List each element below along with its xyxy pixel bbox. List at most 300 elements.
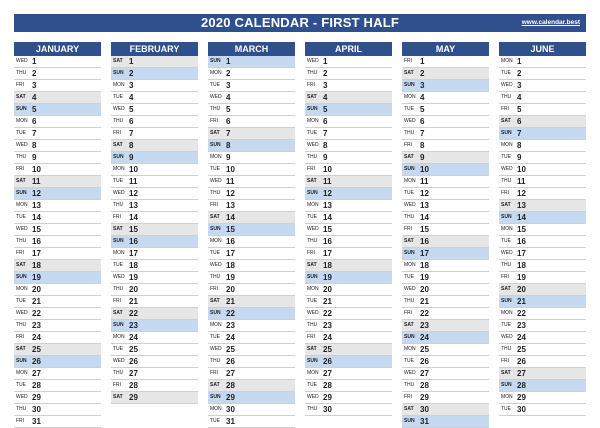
weekday-label: WED <box>113 106 125 112</box>
weekday-label: SAT <box>501 286 511 292</box>
weekday-label: SAT <box>307 262 317 268</box>
day-row <box>14 344 101 356</box>
weekday-label: FRI <box>404 226 413 232</box>
day-number: 15 <box>129 225 138 234</box>
day-row <box>305 296 392 308</box>
weekday-label: SAT <box>404 238 414 244</box>
day-number: 24 <box>129 333 138 342</box>
weekday-label: SAT <box>113 226 123 232</box>
day-row <box>402 272 489 284</box>
weekday-label: WED <box>16 226 28 232</box>
weekday-label: THU <box>307 406 318 412</box>
day-row <box>499 260 586 272</box>
day-number: 9 <box>420 153 425 162</box>
weekday-label: TUE <box>210 418 220 424</box>
weekday-label: TUE <box>307 130 317 136</box>
day-number: 20 <box>517 285 526 294</box>
day-row <box>305 380 392 392</box>
day-row <box>14 416 101 428</box>
weekday-label: SUN <box>404 82 415 88</box>
day-row <box>402 200 489 212</box>
weekday-label: FRI <box>501 358 510 364</box>
day-row <box>111 320 198 332</box>
weekday-label: SAT <box>210 382 220 388</box>
months-grid <box>14 42 586 426</box>
day-number: 7 <box>323 129 328 138</box>
weekday-label: SAT <box>210 214 220 220</box>
month-header: JANUARY <box>14 42 101 56</box>
weekday-label: SAT <box>113 394 123 400</box>
day-row <box>499 272 586 284</box>
weekday-label: SAT <box>210 130 220 136</box>
day-number: 19 <box>129 273 138 282</box>
day-row <box>14 296 101 308</box>
weekday-label: FRI <box>113 130 122 136</box>
day-row <box>402 356 489 368</box>
day-row <box>111 248 198 260</box>
day-row <box>305 284 392 296</box>
site-link[interactable]: www.calendar.best <box>521 19 580 26</box>
day-number: 29 <box>517 393 526 402</box>
day-row <box>305 404 392 416</box>
day-row <box>499 152 586 164</box>
weekday-label: WED <box>404 118 416 124</box>
day-number: 25 <box>323 345 332 354</box>
weekday-label: SAT <box>16 94 26 100</box>
weekday-label: MON <box>501 226 513 232</box>
weekday-label: TUE <box>113 94 123 100</box>
weekday-label: SUN <box>501 298 512 304</box>
weekday-label: SAT <box>113 142 123 148</box>
day-number: 24 <box>517 333 526 342</box>
weekday-label: SUN <box>210 142 221 148</box>
weekday-label: SUN <box>113 322 124 328</box>
day-row <box>402 80 489 92</box>
weekday-label: THU <box>16 238 27 244</box>
weekday-label: SUN <box>501 130 512 136</box>
weekday-label: THU <box>113 286 124 292</box>
day-row <box>305 248 392 260</box>
day-number: 30 <box>323 405 332 414</box>
weekday-label: SAT <box>307 94 317 100</box>
day-number: 14 <box>129 213 138 222</box>
day-number: 14 <box>226 213 235 222</box>
day-number: 26 <box>420 357 429 366</box>
day-number: 12 <box>129 189 138 198</box>
day-row <box>402 104 489 116</box>
day-number: 29 <box>32 393 41 402</box>
day-row <box>499 164 586 176</box>
weekday-label: FRI <box>501 274 510 280</box>
weekday-label: FRI <box>210 286 219 292</box>
weekday-label: TUE <box>210 250 220 256</box>
day-number: 6 <box>32 117 37 126</box>
day-row <box>499 380 586 392</box>
day-row <box>402 164 489 176</box>
weekday-label: FRI <box>113 382 122 388</box>
weekday-label: WED <box>210 178 222 184</box>
weekday-label: THU <box>210 274 221 280</box>
day-row <box>402 212 489 224</box>
day-number: 21 <box>226 297 235 306</box>
day-row <box>305 368 392 380</box>
day-row <box>402 236 489 248</box>
day-number: 27 <box>323 369 332 378</box>
day-number: 25 <box>517 345 526 354</box>
day-row <box>499 392 586 404</box>
weekday-label: MON <box>307 118 319 124</box>
weekday-label: SAT <box>16 178 26 184</box>
day-number: 10 <box>129 165 138 174</box>
weekday-label: SAT <box>16 262 26 268</box>
day-number: 24 <box>420 333 429 342</box>
day-number: 11 <box>32 177 41 186</box>
weekday-label: WED <box>16 310 28 316</box>
weekday-label: THU <box>307 154 318 160</box>
day-row <box>305 392 392 404</box>
day-row <box>14 212 101 224</box>
day-row <box>208 380 295 392</box>
day-row <box>499 140 586 152</box>
weekday-label: TUE <box>307 382 317 388</box>
month-may <box>402 42 489 428</box>
day-number: 13 <box>517 201 526 210</box>
weekday-label: TUE <box>501 406 511 412</box>
day-row <box>402 116 489 128</box>
day-number: 31 <box>226 417 235 426</box>
weekday-label: SAT <box>307 346 317 352</box>
day-row <box>14 56 101 68</box>
day-row <box>305 356 392 368</box>
day-number: 25 <box>32 345 41 354</box>
day-number: 26 <box>129 357 138 366</box>
day-number: 14 <box>323 213 332 222</box>
day-number: 21 <box>420 297 429 306</box>
day-number: 11 <box>226 177 235 186</box>
day-number: 1 <box>517 57 522 66</box>
weekday-label: FRI <box>307 166 316 172</box>
day-number: 5 <box>129 105 134 114</box>
page-title: 2020 CALENDAR - FIRST HALF <box>200 15 400 30</box>
day-number: 2 <box>32 69 37 78</box>
day-number: 23 <box>420 321 429 330</box>
weekday-label: MON <box>501 58 513 64</box>
day-number: 19 <box>517 273 526 282</box>
day-row <box>208 92 295 104</box>
day-row <box>111 296 198 308</box>
day-row <box>499 356 586 368</box>
weekday-label: MON <box>501 394 513 400</box>
day-row <box>208 284 295 296</box>
day-number: 4 <box>226 93 231 102</box>
day-row <box>208 212 295 224</box>
weekday-label: MON <box>113 82 125 88</box>
weekday-label: TUE <box>210 166 220 172</box>
weekday-label: SUN <box>307 190 318 196</box>
day-row <box>111 188 198 200</box>
day-row <box>402 308 489 320</box>
weekday-label: SUN <box>16 274 27 280</box>
day-row <box>402 332 489 344</box>
day-number: 17 <box>420 249 429 258</box>
day-row <box>402 260 489 272</box>
day-number: 16 <box>323 237 332 246</box>
day-number: 11 <box>420 177 429 186</box>
weekday-label: SAT <box>501 370 511 376</box>
month-february <box>111 42 198 404</box>
day-row <box>14 140 101 152</box>
month-header: FEBRUARY <box>111 42 198 56</box>
day-number: 26 <box>517 357 526 366</box>
day-number: 9 <box>517 153 522 162</box>
day-row <box>305 236 392 248</box>
weekday-label: TUE <box>16 298 26 304</box>
day-row <box>305 272 392 284</box>
day-number: 8 <box>226 141 231 150</box>
day-number: 28 <box>323 381 332 390</box>
month-header: MARCH <box>208 42 295 56</box>
day-number: 21 <box>32 297 41 306</box>
day-row <box>111 344 198 356</box>
weekday-label: MON <box>501 142 513 148</box>
day-number: 9 <box>129 153 134 162</box>
day-row <box>111 284 198 296</box>
weekday-label: MON <box>210 154 222 160</box>
day-number: 16 <box>129 237 138 246</box>
day-number: 31 <box>32 417 41 426</box>
day-number: 2 <box>517 69 522 78</box>
weekday-label: WED <box>16 394 28 400</box>
day-number: 14 <box>32 213 41 222</box>
day-row <box>305 176 392 188</box>
day-row <box>14 176 101 188</box>
day-row <box>305 344 392 356</box>
day-number: 21 <box>517 297 526 306</box>
day-number: 1 <box>323 57 328 66</box>
day-number: 27 <box>420 369 429 378</box>
day-row <box>499 284 586 296</box>
day-number: 29 <box>323 393 332 402</box>
weekday-label: WED <box>307 310 319 316</box>
weekday-label: MON <box>210 322 222 328</box>
day-number: 8 <box>129 141 134 150</box>
day-row <box>208 260 295 272</box>
day-number: 11 <box>129 177 138 186</box>
day-row <box>111 200 198 212</box>
day-number: 3 <box>129 81 134 90</box>
day-number: 23 <box>323 321 332 330</box>
day-row <box>499 248 586 260</box>
weekday-label: WED <box>307 226 319 232</box>
day-number: 24 <box>323 333 332 342</box>
day-number: 8 <box>323 141 328 150</box>
day-row <box>305 152 392 164</box>
day-row <box>402 92 489 104</box>
day-row <box>208 272 295 284</box>
weekday-label: THU <box>501 346 512 352</box>
weekday-label: TUE <box>501 238 511 244</box>
day-number: 3 <box>420 81 425 90</box>
month-april <box>305 42 392 416</box>
day-row <box>305 260 392 272</box>
weekday-label: THU <box>404 382 415 388</box>
day-row <box>402 344 489 356</box>
day-row <box>305 68 392 80</box>
weekday-label: THU <box>501 178 512 184</box>
weekday-label: TUE <box>404 358 414 364</box>
day-row <box>111 56 198 68</box>
day-row <box>499 68 586 80</box>
day-number: 14 <box>420 213 429 222</box>
day-row <box>208 236 295 248</box>
day-row <box>499 236 586 248</box>
day-row <box>14 320 101 332</box>
day-row <box>499 128 586 140</box>
day-number: 6 <box>517 117 522 126</box>
day-row <box>499 92 586 104</box>
weekday-label: FRI <box>307 82 316 88</box>
weekday-label: TUE <box>404 106 414 112</box>
weekday-label: THU <box>404 130 415 136</box>
weekday-label: SAT <box>404 154 414 160</box>
weekday-label: SAT <box>404 322 414 328</box>
weekday-label: SUN <box>210 394 221 400</box>
day-row <box>208 224 295 236</box>
day-number: 3 <box>517 81 522 90</box>
day-row <box>111 212 198 224</box>
day-row <box>402 404 489 416</box>
day-row <box>208 248 295 260</box>
day-row <box>14 404 101 416</box>
day-number: 2 <box>420 69 425 78</box>
day-row <box>499 56 586 68</box>
weekday-label: MON <box>210 70 222 76</box>
day-row <box>305 332 392 344</box>
day-number: 18 <box>323 261 332 270</box>
day-number: 29 <box>129 393 138 402</box>
day-row <box>305 224 392 236</box>
day-row <box>208 80 295 92</box>
day-row <box>208 392 295 404</box>
day-row <box>305 92 392 104</box>
day-row <box>402 368 489 380</box>
weekday-label: WED <box>113 274 125 280</box>
weekday-label: SUN <box>501 214 512 220</box>
weekday-label: FRI <box>113 214 122 220</box>
weekday-label: MON <box>113 250 125 256</box>
day-number: 28 <box>129 381 138 390</box>
day-number: 9 <box>226 153 231 162</box>
day-number: 7 <box>420 129 425 138</box>
weekday-label: MON <box>307 202 319 208</box>
weekday-label: FRI <box>404 58 413 64</box>
weekday-label: SAT <box>113 58 123 64</box>
weekday-label: SAT <box>404 70 414 76</box>
day-number: 2 <box>323 69 328 78</box>
weekday-label: MON <box>113 334 125 340</box>
weekday-label: SAT <box>501 202 511 208</box>
day-row <box>402 284 489 296</box>
day-number: 26 <box>32 357 41 366</box>
day-number: 1 <box>32 57 37 66</box>
day-row <box>499 368 586 380</box>
day-number: 28 <box>420 381 429 390</box>
weekday-label: WED <box>210 94 222 100</box>
day-row <box>499 212 586 224</box>
day-row <box>111 140 198 152</box>
day-row <box>111 368 198 380</box>
day-number: 20 <box>32 285 41 294</box>
weekday-label: TUE <box>501 322 511 328</box>
day-row <box>14 164 101 176</box>
day-number: 5 <box>32 105 37 114</box>
weekday-label: MON <box>404 262 416 268</box>
weekday-label: MON <box>307 286 319 292</box>
day-row <box>111 356 198 368</box>
weekday-label: WED <box>307 142 319 148</box>
day-row <box>208 152 295 164</box>
day-row <box>208 164 295 176</box>
day-number: 25 <box>226 345 235 354</box>
weekday-label: MON <box>16 286 28 292</box>
day-row <box>111 332 198 344</box>
month-january <box>14 42 101 428</box>
weekday-label: MON <box>307 370 319 376</box>
day-row <box>208 104 295 116</box>
day-number: 20 <box>226 285 235 294</box>
weekday-label: WED <box>210 346 222 352</box>
day-number: 7 <box>226 129 231 138</box>
weekday-label: SUN <box>210 58 221 64</box>
day-row <box>14 272 101 284</box>
day-number: 28 <box>517 381 526 390</box>
day-row <box>499 80 586 92</box>
day-row <box>14 104 101 116</box>
day-row <box>499 104 586 116</box>
day-row <box>208 68 295 80</box>
day-number: 21 <box>129 297 138 306</box>
weekday-label: MON <box>16 370 28 376</box>
day-number: 4 <box>323 93 328 102</box>
weekday-label: THU <box>113 370 124 376</box>
weekday-label: SAT <box>113 310 123 316</box>
weekday-label: SUN <box>404 334 415 340</box>
day-row <box>305 320 392 332</box>
day-number: 25 <box>129 345 138 354</box>
weekday-label: WED <box>307 394 319 400</box>
day-number: 18 <box>420 261 429 270</box>
day-number: 22 <box>226 309 235 318</box>
day-row <box>402 176 489 188</box>
day-number: 30 <box>517 405 526 414</box>
day-number: 8 <box>32 141 37 150</box>
day-number: 26 <box>226 357 235 366</box>
day-row <box>208 140 295 152</box>
day-number: 22 <box>32 309 41 318</box>
weekday-label: WED <box>113 190 125 196</box>
weekday-label: SUN <box>16 106 27 112</box>
day-number: 4 <box>32 93 37 102</box>
day-row <box>111 380 198 392</box>
day-row <box>499 308 586 320</box>
day-number: 27 <box>517 369 526 378</box>
weekday-label: MON <box>501 310 513 316</box>
month-header: APRIL <box>305 42 392 56</box>
day-number: 23 <box>517 321 526 330</box>
day-row <box>208 356 295 368</box>
weekday-label: THU <box>307 70 318 76</box>
weekday-label: MON <box>404 94 416 100</box>
